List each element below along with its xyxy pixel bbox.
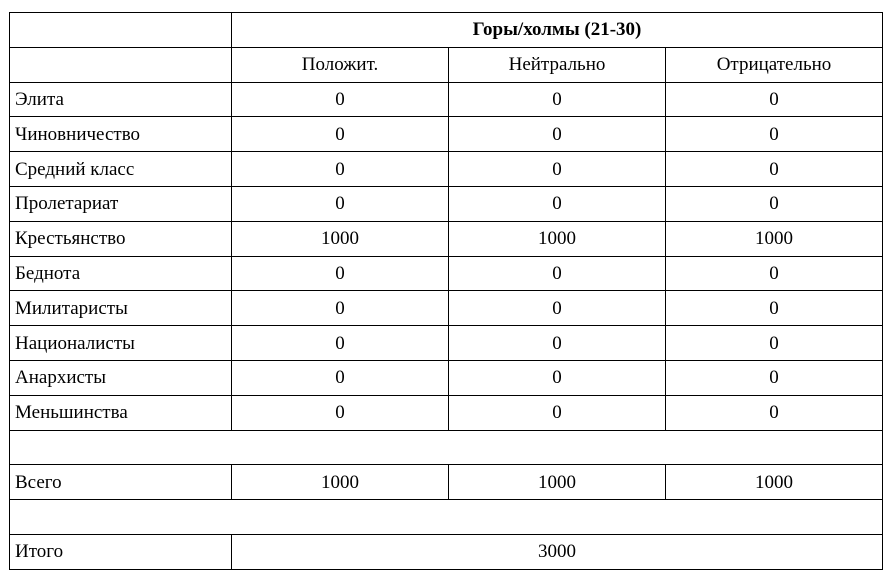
table-row — [10, 256, 883, 291]
table-row — [10, 152, 883, 187]
value-cell[interactable]: 0 — [232, 117, 449, 152]
spacer-row — [10, 430, 883, 465]
row-label[interactable]: Крестьянство — [10, 221, 232, 256]
value-cell[interactable]: 0 — [666, 256, 883, 291]
row-label[interactable]: Пролетариат — [10, 186, 232, 221]
spacer-cell[interactable] — [10, 500, 883, 535]
spacer-cell[interactable] — [10, 430, 883, 465]
value-cell[interactable]: 1000 — [449, 221, 666, 256]
header-blank-cell[interactable] — [10, 47, 232, 82]
total-row — [10, 465, 883, 500]
value-cell[interactable]: 1000 — [232, 221, 449, 256]
table-title[interactable]: Горы/холмы (21-30) — [232, 13, 883, 48]
value-cell[interactable]: 0 — [449, 256, 666, 291]
grand-total-label[interactable]: Итого — [10, 534, 232, 569]
table-row — [10, 221, 883, 256]
value-cell[interactable]: 0 — [449, 117, 666, 152]
value-cell[interactable]: 0 — [666, 291, 883, 326]
corner-cell[interactable] — [10, 13, 232, 48]
table-row — [10, 291, 883, 326]
total-negative-cell[interactable]: 1000 — [666, 465, 883, 500]
column-header-negative[interactable]: Отрицательно — [666, 47, 883, 82]
table-row — [10, 360, 883, 395]
row-label[interactable]: Меньшинства — [10, 395, 232, 430]
value-cell[interactable]: 0 — [449, 326, 666, 361]
total-label[interactable]: Всего — [10, 465, 232, 500]
row-label[interactable]: Националисты — [10, 326, 232, 361]
table-row — [10, 395, 883, 430]
title-row — [10, 13, 883, 48]
column-header-row — [10, 47, 883, 82]
column-header-neutral[interactable]: Нейтрально — [449, 47, 666, 82]
value-cell[interactable]: 0 — [449, 395, 666, 430]
value-cell[interactable]: 0 — [666, 152, 883, 187]
value-cell[interactable]: 0 — [232, 326, 449, 361]
value-cell[interactable]: 0 — [666, 117, 883, 152]
value-cell[interactable]: 0 — [666, 82, 883, 117]
value-cell[interactable]: 0 — [232, 256, 449, 291]
table-row — [10, 326, 883, 361]
row-label[interactable]: Элита — [10, 82, 232, 117]
table-row — [10, 186, 883, 221]
value-cell[interactable]: 0 — [232, 186, 449, 221]
grand-total-row — [10, 534, 883, 569]
spacer-row — [10, 500, 883, 535]
row-label[interactable]: Чиновничество — [10, 117, 232, 152]
spreadsheet-table — [9, 12, 883, 570]
value-cell[interactable]: 0 — [232, 395, 449, 430]
value-cell[interactable]: 0 — [232, 82, 449, 117]
value-cell[interactable]: 0 — [666, 395, 883, 430]
value-cell[interactable]: 0 — [666, 360, 883, 395]
row-label[interactable]: Беднота — [10, 256, 232, 291]
table-row — [10, 117, 883, 152]
value-cell[interactable]: 0 — [449, 360, 666, 395]
value-cell[interactable]: 0 — [232, 360, 449, 395]
value-cell[interactable]: 0 — [232, 291, 449, 326]
row-label[interactable]: Анархисты — [10, 360, 232, 395]
value-cell[interactable]: 0 — [666, 186, 883, 221]
value-cell[interactable]: 0 — [232, 152, 449, 187]
row-label[interactable]: Милитаристы — [10, 291, 232, 326]
total-neutral-cell[interactable]: 1000 — [449, 465, 666, 500]
table-row — [10, 82, 883, 117]
value-cell[interactable]: 0 — [449, 82, 666, 117]
column-header-positive[interactable]: Положит. — [232, 47, 449, 82]
value-cell[interactable]: 1000 — [666, 221, 883, 256]
value-cell[interactable]: 0 — [449, 291, 666, 326]
value-cell[interactable]: 0 — [449, 152, 666, 187]
row-label[interactable]: Средний класс — [10, 152, 232, 187]
total-positive-cell[interactable]: 1000 — [232, 465, 449, 500]
value-cell[interactable]: 0 — [666, 326, 883, 361]
grand-total-value[interactable]: 3000 — [232, 534, 883, 569]
value-cell[interactable]: 0 — [449, 186, 666, 221]
